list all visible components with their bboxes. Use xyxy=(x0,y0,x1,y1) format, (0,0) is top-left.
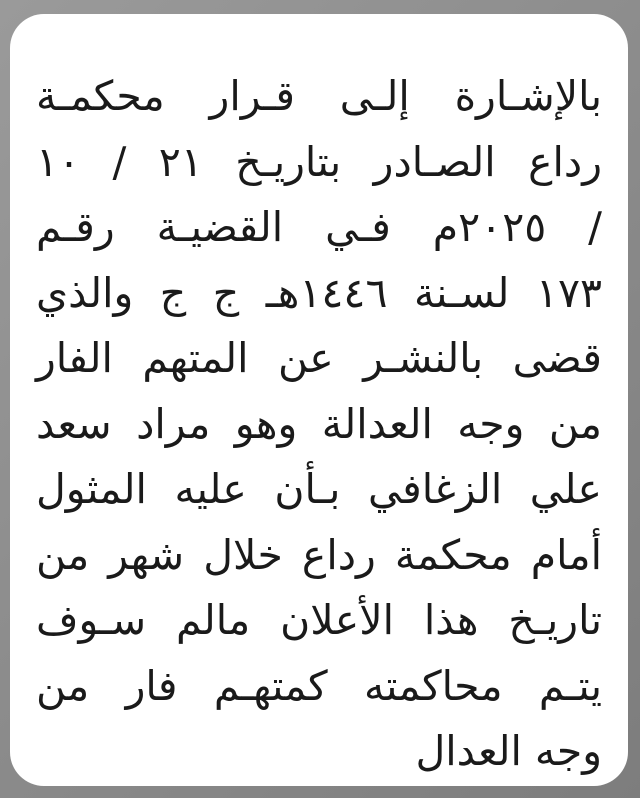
notice-line: وجه العدال xyxy=(415,727,602,775)
notice-body xyxy=(36,64,602,785)
notice-line: تاريـخ هذا الأعلان مالم سـوف xyxy=(36,596,602,644)
notice-line: ١٧٣ لسـنة ١٤٤٦هـ ج ج والذي xyxy=(36,268,602,317)
notice-line: قضى بالنشـر عن المتهم الفار xyxy=(36,334,602,382)
notice-line: من وجه العدالة وهو مراد سعد xyxy=(36,399,602,448)
notice-line: يتـم محاكمته كمتهـم فار من xyxy=(36,661,602,710)
notice-line: بالإشـارة إلـى قـرار محكمـة xyxy=(36,72,602,120)
notice-line: رداع الصـادر بتاريـخ ٢١ / ١٠ xyxy=(36,137,602,186)
notice-line: أمام محكمة رداع خلال شهر من xyxy=(36,530,602,579)
notice-line: علي الزغافي بـأن عليه المثول xyxy=(36,465,602,513)
notice-line: / ٢٠٢٥م فـي القضيـة رقـم xyxy=(36,203,602,251)
notice-card xyxy=(10,14,628,786)
